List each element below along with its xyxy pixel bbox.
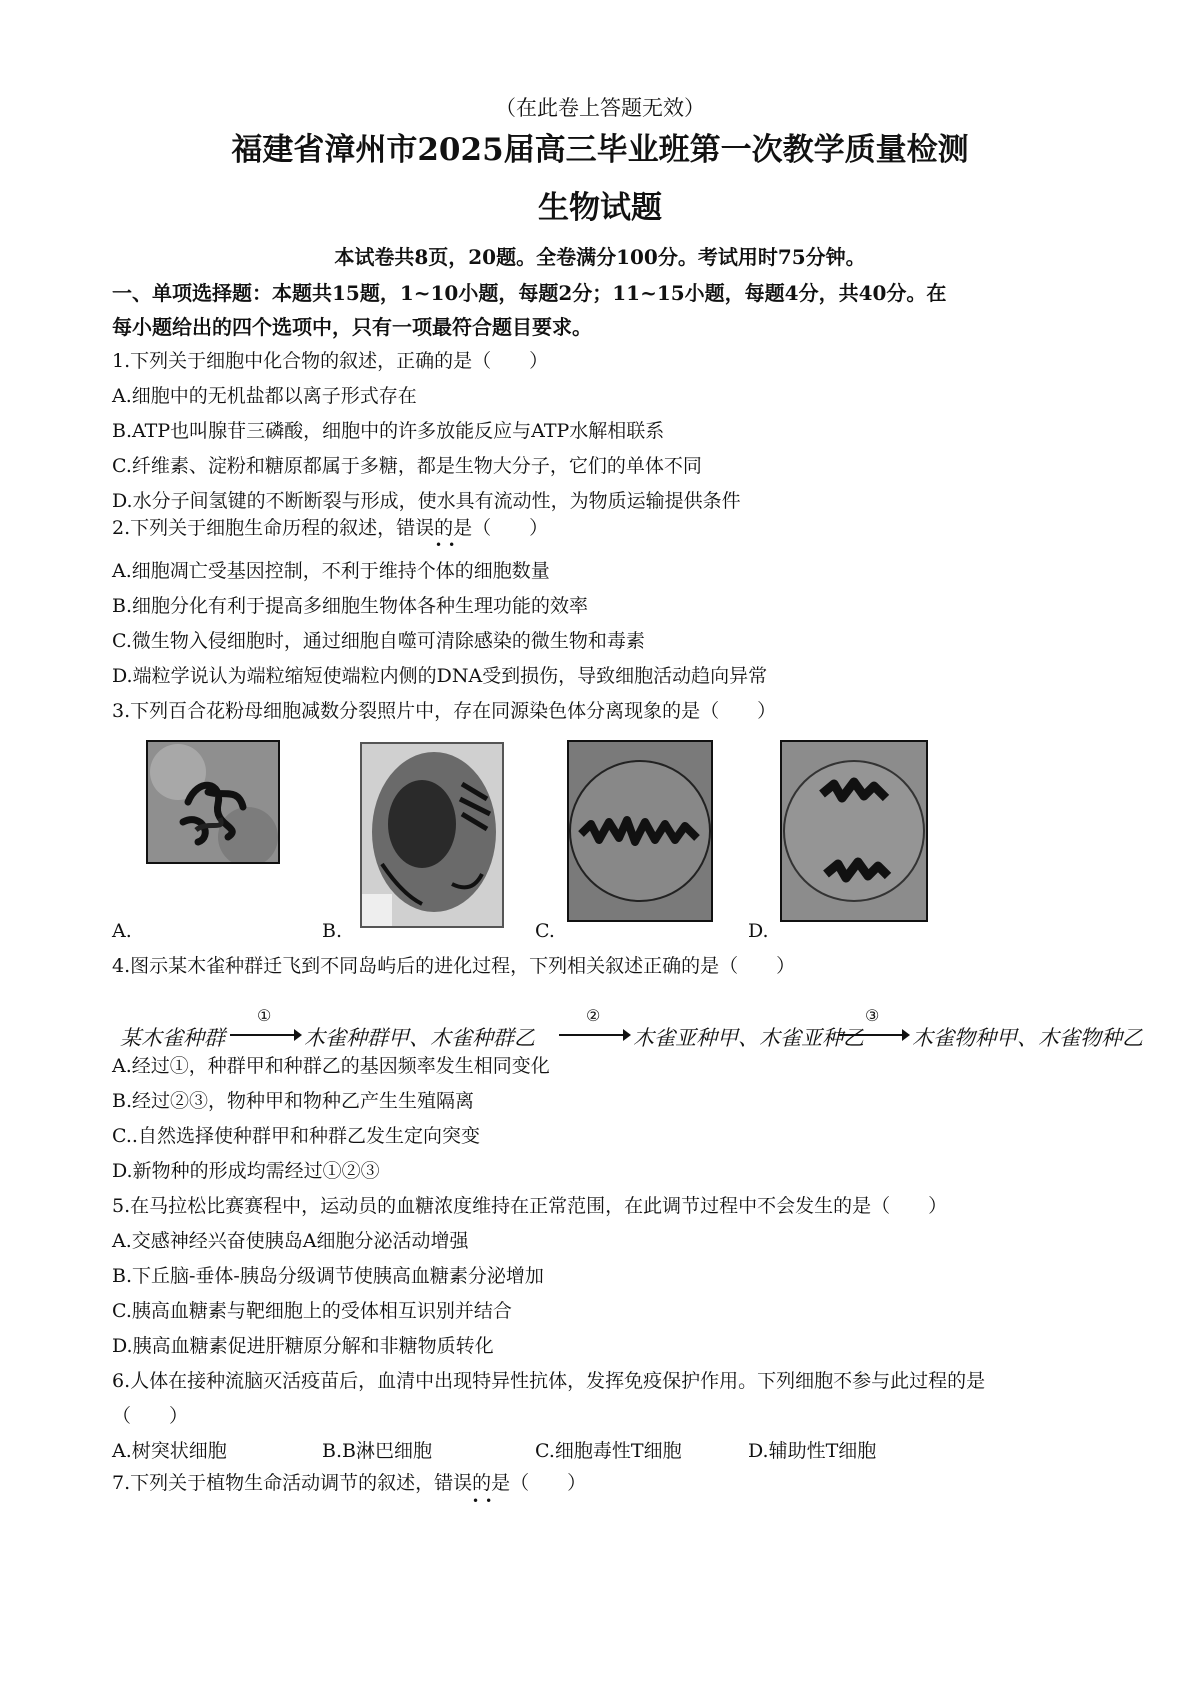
q1-option-d: D.水分子间氢键的不断断裂与形成，使水具有流动性，为物质运输提供条件	[112, 490, 741, 512]
q6-option-a: A.树突状细胞	[112, 1440, 227, 1462]
photo-label-c: C.	[535, 920, 555, 942]
q6-option-c: C.细胞毒性T细胞	[535, 1440, 682, 1462]
q1-option-c: C.纤维素、淀粉和糖原都属于多糖，都是生物大分子，它们的单体不同	[112, 455, 702, 477]
emphasis-dots: ••	[435, 538, 462, 552]
exam-title: 福建省漳州市2025届高三毕业班第一次教学质量检测	[231, 132, 969, 168]
q4-option-b: B.经过②③，物种甲和物种乙产生生殖隔离	[112, 1090, 475, 1112]
q2-option-d: D.端粒学说认为端粒缩短使端粒内侧的DNA受到损伤，导致细胞活动趋向异常	[112, 665, 768, 687]
section-heading-line2: 每小题给出的四个选项中，只有一项最符合题目要求。	[112, 315, 592, 339]
micrograph-c	[567, 740, 713, 922]
q1-option-b: B.ATP也叫腺苷三磷酸，细胞中的许多放能反应与ATP水解相联系	[112, 420, 665, 442]
q1-stem: 1.下列关于细胞中化合物的叙述，正确的是（ ）	[112, 350, 549, 372]
section-heading-line1: 一、单项选择题：本题共15题，1~10小题，每题2分；11~15小题，每题4分，共40分。在	[112, 281, 947, 305]
q2-option-a: A.细胞凋亡受基因控制，不利于维持个体的细胞数量	[112, 560, 550, 582]
micrograph-d	[780, 740, 928, 922]
flow-arrow-3	[838, 1028, 910, 1042]
flow-stage-4: 木雀物种甲、木雀物种乙	[912, 1026, 1143, 1050]
q6-options-row	[112, 1438, 1112, 1464]
q4-option-c: C..自然选择使种群甲和种群乙发生定向突变	[112, 1125, 480, 1147]
exam-subject: 生物试题	[538, 190, 662, 226]
q6-stem-line2: （ ）	[112, 1405, 189, 1427]
flow-arrow-1	[230, 1028, 302, 1042]
q5-option-a: A.交感神经兴奋使胰岛A细胞分泌活动增强	[112, 1230, 469, 1252]
photo-label-d: D.	[748, 920, 769, 942]
evolution-flow-diagram	[112, 1006, 1143, 1054]
q2-option-c: C.微生物入侵细胞时，通过细胞自噬可清除感染的微生物和毒素	[112, 630, 645, 652]
flow-stage-2: 木雀种群甲、木雀种群乙	[304, 1026, 535, 1050]
flow-stage-1: 某木雀种群	[120, 1026, 225, 1050]
q6-option-d: D.辅助性T细胞	[748, 1440, 877, 1462]
q7-stem: 7.下列关于植物生命活动调节的叙述，错误的是（ ）	[112, 1472, 587, 1494]
q5-option-c: C.胰高血糖素与靶细胞上的受体相互识别并结合	[112, 1300, 512, 1322]
exam-info: 本试卷共8页，20题。全卷满分100分。考试用时75分钟。	[334, 245, 866, 269]
invalid-answer-note: （在此卷上答题无效）	[495, 96, 705, 120]
q6-option-b: B.B淋巴细胞	[322, 1440, 432, 1462]
q4-option-a: A.经过①，种群甲和种群乙的基因频率发生相同变化	[112, 1055, 550, 1077]
q2-stem: 2.下列关于细胞生命历程的叙述，错误的是（ ）	[112, 517, 549, 539]
micrograph-b	[360, 742, 504, 928]
flow-step-3: ③	[865, 1006, 880, 1025]
emphasis-dots: ••	[472, 1494, 499, 1508]
photo-label-a: A.	[112, 920, 132, 942]
q4-option-d: D.新物种的形成均需经过①②③	[112, 1160, 380, 1182]
q4-stem: 4.图示某木雀种群迁飞到不同岛屿后的进化过程，下列相关叙述正确的是（ ）	[112, 955, 796, 977]
q5-option-b: B.下丘脑-垂体-胰岛分级调节使胰高血糖素分泌增加	[112, 1265, 544, 1287]
q6-stem-line1: 6.人体在接种流脑灭活疫苗后，血清中出现特异性抗体，发挥免疫保护作用。下列细胞不参与此过程的是	[112, 1370, 986, 1392]
q5-stem: 5.在马拉松比赛赛程中，运动员的血糖浓度维持在正常范围，在此调节过程中不会发生的是（ ）	[112, 1195, 948, 1217]
flow-arrow-2	[559, 1028, 631, 1042]
flow-step-2: ②	[586, 1006, 601, 1025]
q5-option-d: D.胰高血糖素促进肝糖原分解和非糖物质转化	[112, 1335, 494, 1357]
flow-stage-3: 木雀亚种甲、木雀亚种乙	[633, 1026, 864, 1050]
q2-option-b: B.细胞分化有利于提高多细胞生物体各种生理功能的效率	[112, 595, 589, 617]
q1-option-a: A.细胞中的无机盐都以离子形式存在	[112, 385, 417, 407]
photo-label-b: B.	[322, 920, 343, 942]
q3-stem: 3.下列百合花粉母细胞减数分裂照片中，存在同源染色体分离现象的是（ ）	[112, 700, 777, 722]
flow-step-1: ①	[257, 1006, 272, 1025]
micrograph-a	[146, 740, 280, 864]
